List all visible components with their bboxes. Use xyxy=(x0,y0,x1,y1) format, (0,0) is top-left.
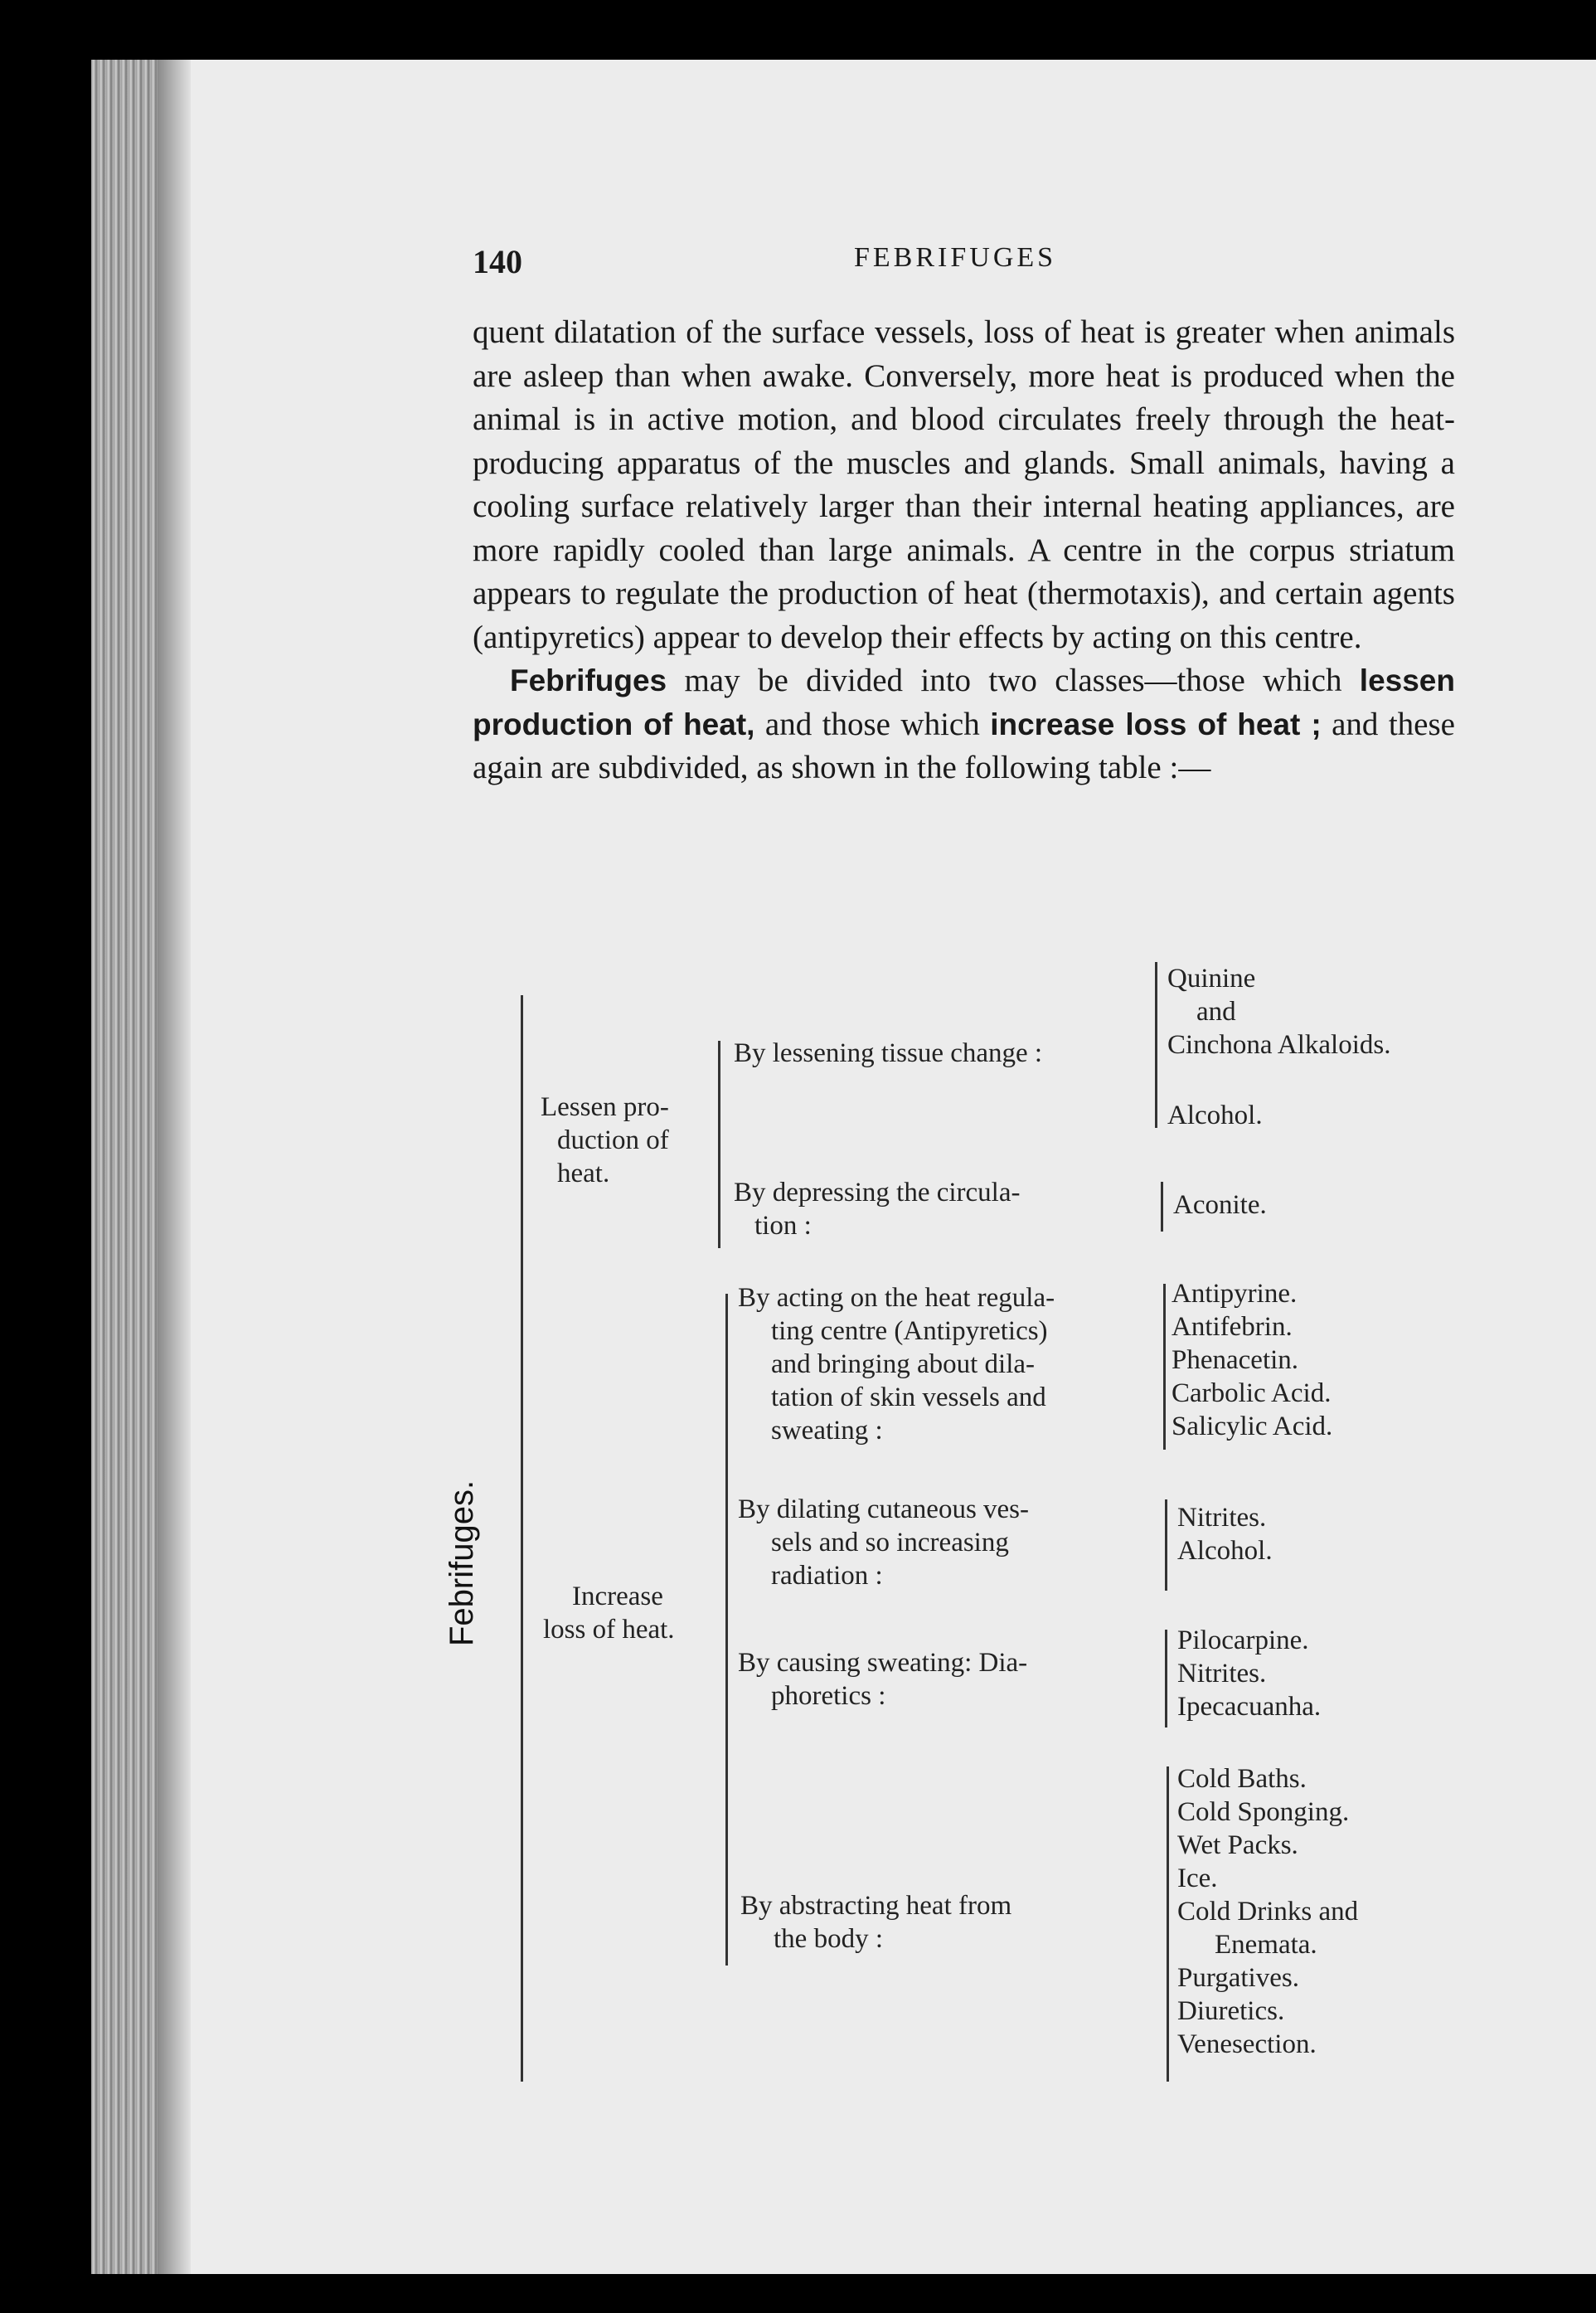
page-edge-shadow xyxy=(158,60,191,2274)
class1-sub2-items: Aconite. xyxy=(1173,1190,1267,1220)
class1-brace xyxy=(718,1041,720,1248)
class2-sub2-brace xyxy=(1165,1499,1167,1591)
class2-sub4-brace xyxy=(1167,1766,1169,2082)
root-brace xyxy=(521,995,523,2082)
class2-sub1-label: By acting on the heat regula- ting centre (Antipyretics) and bringing about dila- tation of skin vessels and sweating : xyxy=(738,1283,1055,1446)
class1-sub2-brace xyxy=(1161,1182,1163,1232)
class1-sub1-brace xyxy=(1155,962,1157,1128)
class1-label: Lessen pro- duction of heat. xyxy=(541,1092,669,1188)
page-number: 140 xyxy=(473,243,522,280)
class2-sub2-items: Nitrites. Alcohol. xyxy=(1177,1503,1273,1566)
class2-sub2-label: By dilating cutaneous ves- sels and so increasing radiation : xyxy=(738,1494,1030,1591)
class2-label: Increase loss of heat. xyxy=(543,1582,675,1645)
class2-sub1-items: Antipyrine. Antifebrin. Phenacetin. Carbolic Acid. Salicylic Acid. xyxy=(1172,1279,1333,1441)
class2-sub1-brace xyxy=(1163,1284,1166,1450)
class2-brace xyxy=(725,1294,728,1966)
class1-sub1-items: Quinine and Cinchona Alkaloids. Alcohol. xyxy=(1167,964,1391,1130)
class1-sub2-label: By depressing the circula- tion : xyxy=(734,1178,1021,1241)
class2-sub3-label: By causing sweating: Dia- phoretics : xyxy=(738,1648,1028,1711)
class2-sub3-items: Pilocarpine. Nitrites. Ipecacuanha. xyxy=(1177,1625,1322,1722)
class1-sub1-label: By lessening tissue change : xyxy=(734,1038,1043,1068)
class2-sub3-brace xyxy=(1165,1630,1167,1727)
class2-sub4-label: By abstracting heat from the body : xyxy=(740,1891,1012,1954)
paragraph-1: quent dilatation of the surface vessels, loss of heat is greater when animals are asleep than when awake. Conversely, more heat is produced when the animal is in active motion, and blood circulates freely through the heat-producing apparatus of the muscles and glands. Small animals, having a cooling surface relatively larger than their internal heating appliances, are more rapidly cooled than large animals. A centre in the corpus striatum appears to regulate the production of heat (thermotaxis), and certain agents (antipyretics) appear to develop their effects by acting on this centre. xyxy=(473,314,1455,655)
running-title: FEBRIFUGES xyxy=(854,242,1057,273)
body-text xyxy=(473,311,1455,790)
table-root-label: Febrifuges. xyxy=(444,1480,480,1646)
class2-sub4-items: Cold Baths. Cold Sponging. Wet Packs. Ice. Cold Drinks and Enemata. Purgatives. Diuretics. Venesection. xyxy=(1177,1764,1359,2059)
paragraph-2: Febrifuges may be divided into two classes—those which lessen production of heat, and those which increase loss of heat ; and these again are subdivided, as shown in the following table :— xyxy=(473,663,1455,785)
page-edge xyxy=(91,60,158,2274)
